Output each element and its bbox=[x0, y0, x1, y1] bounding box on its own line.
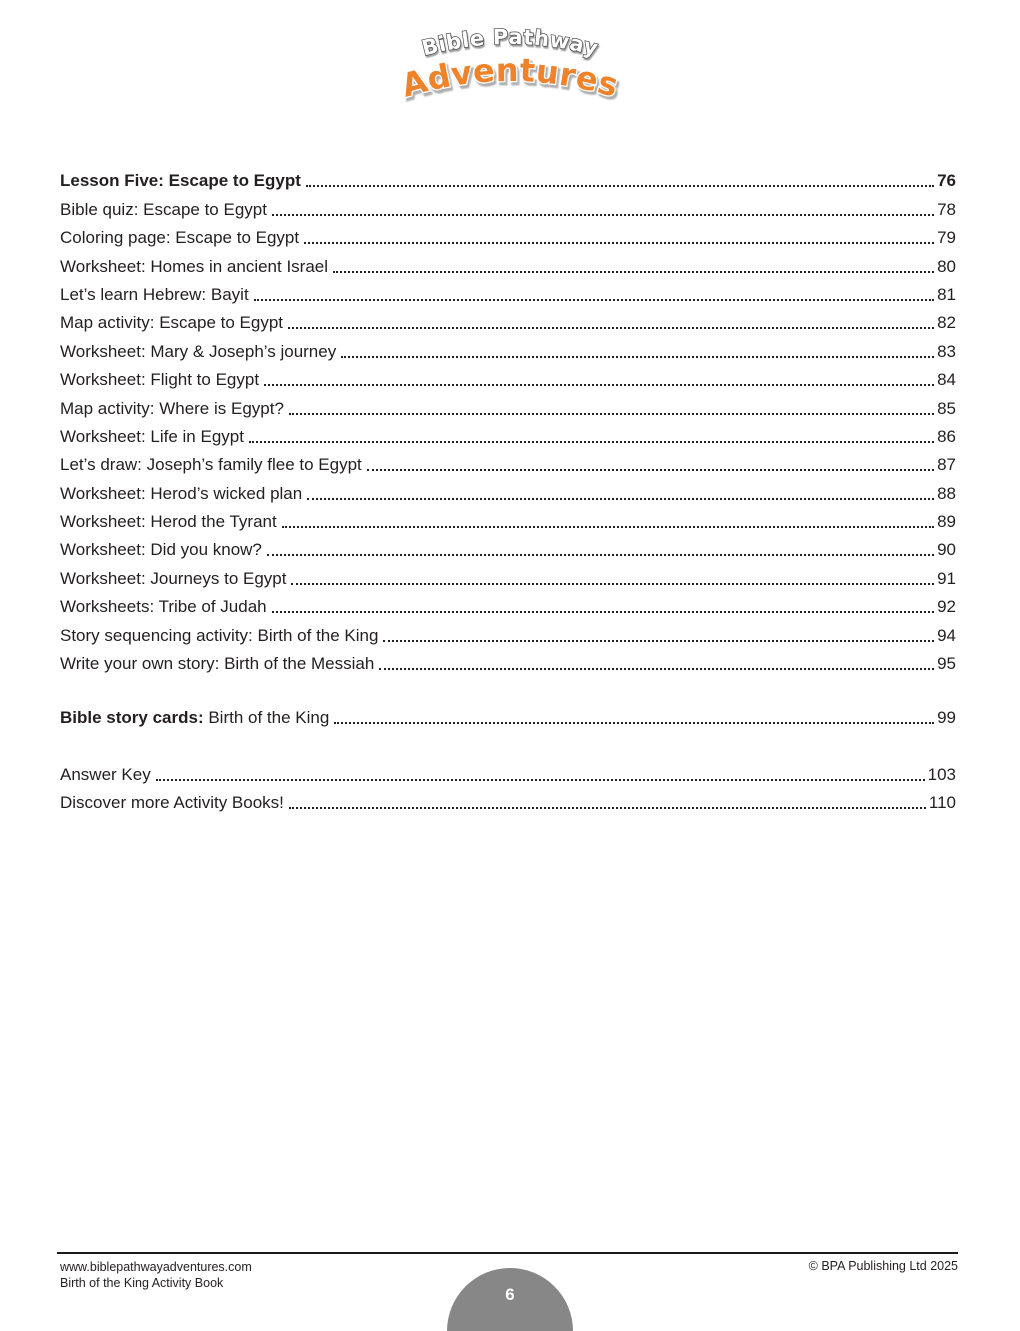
toc-entry-label: Write your own story: Birth of the Messiah bbox=[60, 654, 375, 674]
toc-entry-page: 85 bbox=[937, 398, 956, 418]
toc-entry-label: Worksheet: Life in Egypt bbox=[60, 426, 244, 446]
dot-leader bbox=[289, 807, 926, 809]
toc-entry-label: Map activity: Where is Egypt? bbox=[60, 398, 284, 418]
toc-entry bbox=[60, 475, 956, 503]
toc-entry bbox=[60, 277, 956, 305]
page-number-dome bbox=[447, 1268, 573, 1331]
toc-entry-label: Story sequencing activity: Birth of the King bbox=[60, 625, 379, 645]
footer-divider bbox=[57, 1252, 958, 1254]
toc-entry-label: Worksheets: Tribe of Judah bbox=[60, 597, 267, 617]
toc-entry-page: 99 bbox=[937, 708, 956, 728]
toc-entry-label: Worksheet: Homes in ancient Israel bbox=[60, 256, 329, 276]
toc-entry-label-rest: Birth of the King bbox=[203, 708, 330, 728]
dot-leader bbox=[156, 779, 925, 781]
toc-entry-label-bold: Bible story cards: bbox=[60, 708, 204, 728]
footer-left bbox=[60, 1259, 252, 1291]
bible-pathway-adventures-logo bbox=[395, 18, 625, 108]
toc-entry-page: 95 bbox=[937, 654, 956, 674]
dot-leader bbox=[379, 668, 934, 670]
toc-entry-page: 86 bbox=[937, 426, 956, 446]
dot-leader bbox=[333, 271, 934, 273]
toc-entry-page: 83 bbox=[937, 341, 956, 361]
toc-entry-label: Worksheet: Herod the Tyrant bbox=[60, 512, 277, 532]
toc-entry-discover-more bbox=[60, 785, 956, 813]
dot-leader bbox=[289, 413, 934, 415]
toc-entry bbox=[60, 220, 956, 248]
toc-entry-label: Discover more Activity Books! bbox=[60, 793, 284, 813]
toc-entry-label: Answer Key bbox=[60, 764, 151, 784]
dot-leader bbox=[249, 441, 934, 443]
toc-entry-page: 88 bbox=[937, 483, 956, 503]
logo-text-line2: Adventures bbox=[397, 50, 623, 105]
toc-entry bbox=[60, 419, 956, 447]
dot-leader bbox=[272, 214, 934, 216]
toc-entry-page: 79 bbox=[937, 228, 956, 248]
dot-leader bbox=[272, 611, 934, 613]
dot-leader bbox=[254, 299, 934, 301]
toc-entry bbox=[60, 646, 956, 674]
toc-entry-label: Lesson Five: Escape to Egypt bbox=[60, 171, 301, 191]
toc-entry-page: 90 bbox=[937, 540, 956, 560]
logo-text-line1: Bible Pathway bbox=[419, 24, 601, 61]
toc-entry-page: 82 bbox=[937, 313, 956, 333]
toc-entry-story-cards bbox=[60, 700, 956, 728]
toc-entry-label: Let’s draw: Joseph’s family flee to Egypt bbox=[60, 455, 362, 475]
toc-entry-page: 84 bbox=[937, 370, 956, 390]
toc-entry bbox=[60, 617, 956, 645]
toc-entry-page: 89 bbox=[937, 512, 956, 532]
table-of-contents bbox=[60, 163, 956, 813]
toc-entry-label: Coloring page: Escape to Egypt bbox=[60, 228, 300, 248]
toc-entry-page: 94 bbox=[937, 625, 956, 645]
dot-leader bbox=[288, 327, 934, 329]
toc-entry-page: 91 bbox=[937, 568, 956, 588]
dot-leader bbox=[306, 185, 934, 187]
toc-entry-page: 87 bbox=[937, 455, 956, 475]
toc-entry-page: 110 bbox=[928, 793, 956, 813]
dot-leader bbox=[334, 722, 934, 724]
footer-copyright: © BPA Publishing Ltd 2025 bbox=[808, 1259, 958, 1273]
dot-leader bbox=[383, 640, 934, 642]
toc-entry-page: 76 bbox=[937, 171, 956, 191]
toc-entry bbox=[60, 504, 956, 532]
dot-leader bbox=[291, 583, 934, 585]
logo-graphic bbox=[395, 18, 625, 108]
toc-entry-label: Worksheet: Flight to Egypt bbox=[60, 370, 260, 390]
page-number: 6 bbox=[505, 1285, 515, 1304]
toc-list bbox=[60, 163, 956, 674]
dot-leader bbox=[307, 498, 934, 500]
toc-entry-label: Worksheet: Journeys to Egypt bbox=[60, 568, 287, 588]
toc-entry-label: Worksheet: Mary & Joseph’s journey bbox=[60, 341, 337, 361]
toc-entry-label: Let’s learn Hebrew: Bayit bbox=[60, 284, 249, 304]
toc-entry bbox=[60, 390, 956, 418]
toc-entry-page: 78 bbox=[937, 199, 956, 219]
footer-website: www.biblepathwayadventures.com bbox=[60, 1260, 252, 1274]
toc-entry-label: Bible quiz: Escape to Egypt bbox=[60, 199, 267, 219]
toc-entry bbox=[60, 362, 956, 390]
toc-entry bbox=[60, 191, 956, 219]
toc-entry-page: 103 bbox=[927, 764, 956, 784]
toc-entry bbox=[60, 305, 956, 333]
toc-entry-label bbox=[60, 708, 329, 728]
toc-entry-label: Worksheet: Herod’s wicked plan bbox=[60, 483, 303, 503]
toc-entry bbox=[60, 532, 956, 560]
toc-entry bbox=[60, 589, 956, 617]
toc-entry bbox=[60, 248, 956, 276]
dot-leader bbox=[282, 526, 934, 528]
toc-entry bbox=[60, 333, 956, 361]
toc-entry bbox=[60, 163, 956, 191]
dot-leader bbox=[367, 469, 934, 471]
toc-entry bbox=[60, 560, 956, 588]
toc-entry-page: 81 bbox=[937, 284, 956, 304]
toc-entry-label: Worksheet: Did you know? bbox=[60, 540, 262, 560]
dot-leader bbox=[264, 384, 934, 386]
dot-leader bbox=[267, 554, 934, 556]
toc-entry-answer-key bbox=[60, 756, 956, 784]
dot-leader bbox=[341, 356, 934, 358]
toc-entry-page: 92 bbox=[937, 597, 956, 617]
footer-book-title: Birth of the King Activity Book bbox=[60, 1276, 224, 1290]
dot-leader bbox=[304, 242, 934, 244]
toc-entry-label: Map activity: Escape to Egypt bbox=[60, 313, 283, 333]
toc-entry-page: 80 bbox=[937, 256, 956, 276]
toc-entry bbox=[60, 447, 956, 475]
